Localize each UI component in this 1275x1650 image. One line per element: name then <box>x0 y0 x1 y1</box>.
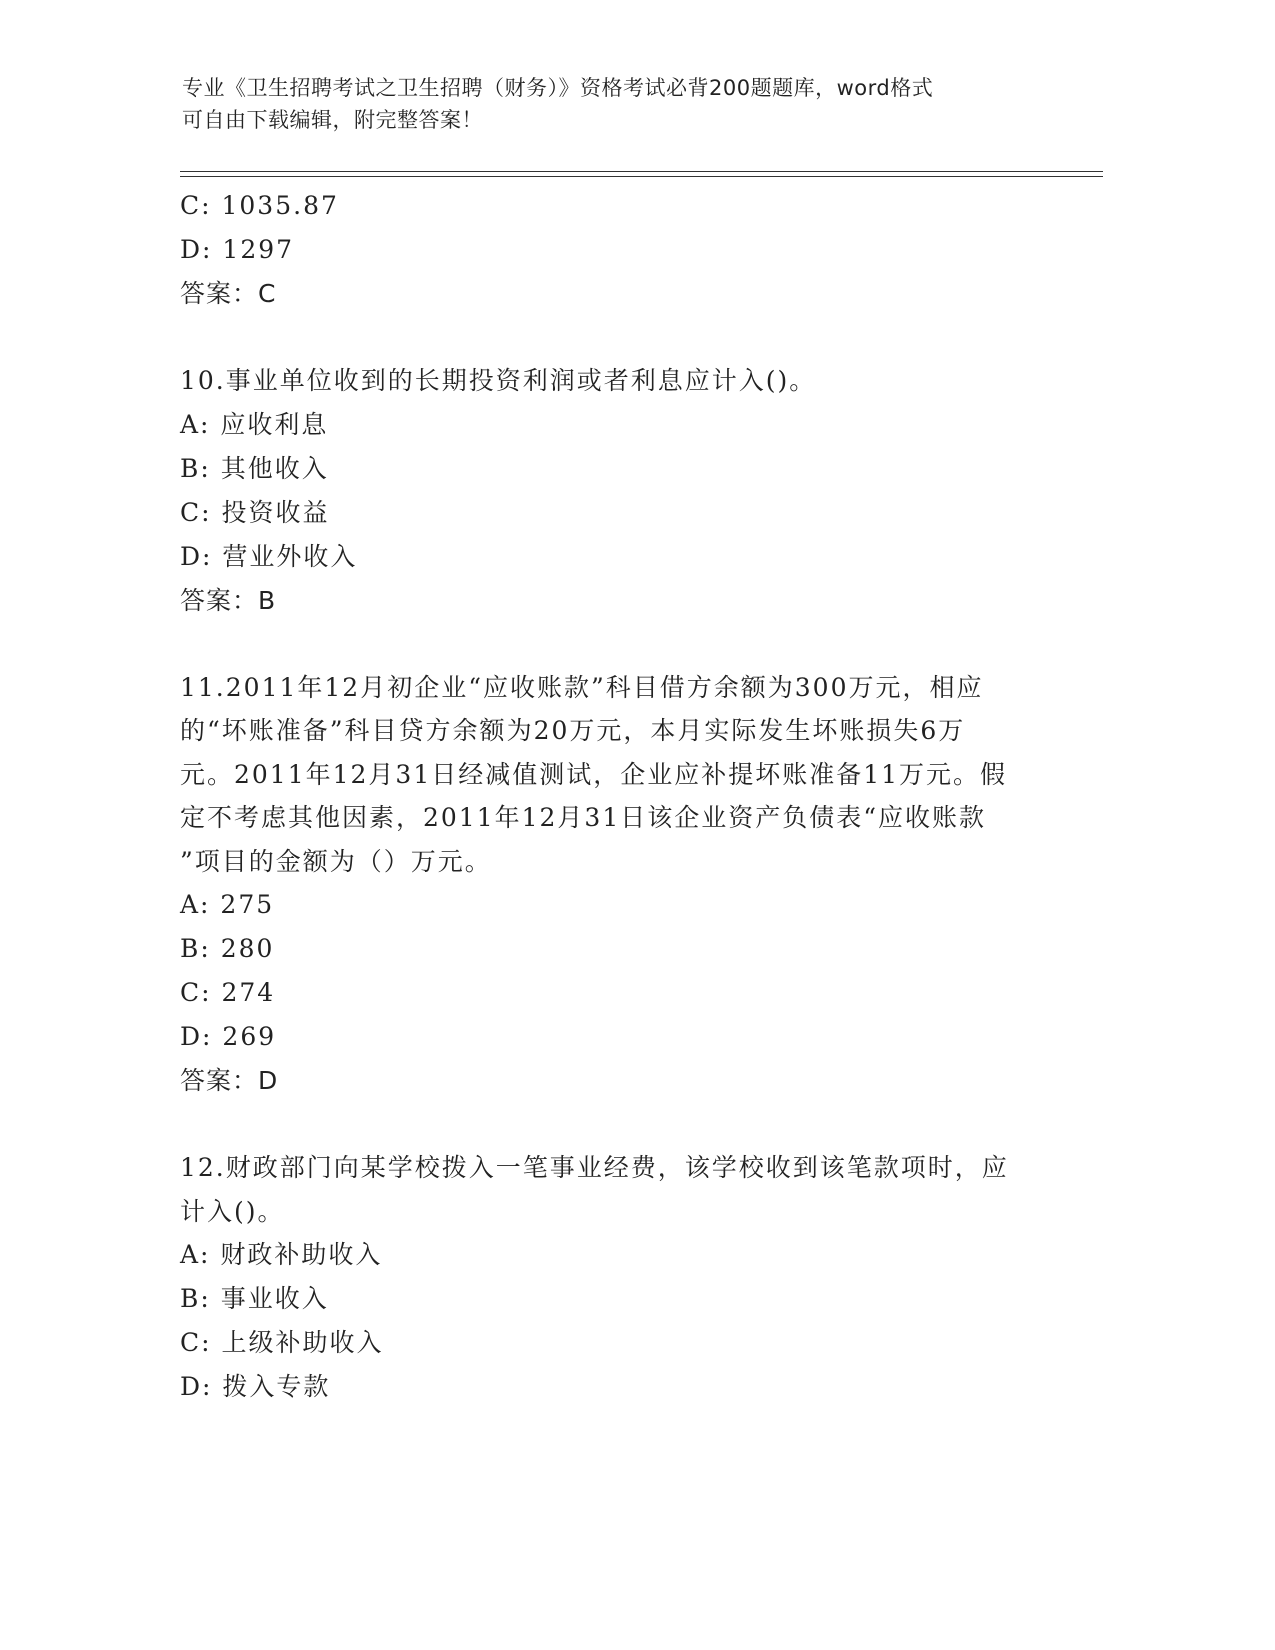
question-stem <box>180 359 1050 403</box>
question-stem <box>180 1146 1050 1233</box>
stem-line: 12.财政部门向某学校拨入一笔事业经费，该学校收到该笔款项时，应 <box>180 1153 1009 1182</box>
stem-line: 定不考虑其他因素，2011年12月31日该企业资产负债表“应收账款 <box>180 803 987 832</box>
option-b: B: 事业收入 <box>180 1284 329 1313</box>
stem-line: 元。2011年12月31日经减值测试，企业应补提坏账准备11万元。假 <box>180 759 1008 789</box>
answer-line: 答案：B <box>180 585 277 615</box>
answer-line: 答案：D <box>180 1066 279 1095</box>
header-title-line-2: 可自由下载编辑，附完整答案！ <box>182 108 483 132</box>
header-title-line-1: 专业《卫生招聘考试之卫生招聘（财务）》资格考试必背200题题库，word格式 <box>182 76 934 100</box>
option-a: A: 275 <box>180 890 275 919</box>
question-10 <box>180 359 1080 623</box>
document-header <box>182 72 1062 136</box>
option-b: B: 其他收入 <box>180 453 329 483</box>
option-d: D: 269 <box>180 1022 277 1051</box>
option-d: D: 1297 <box>180 235 295 264</box>
question-11 <box>180 666 1080 1104</box>
option-c: C: 274 <box>180 978 276 1007</box>
continued-question <box>180 184 1080 316</box>
option-a: A: 财政补助收入 <box>180 1240 383 1269</box>
answer-line: 答案：C <box>180 279 277 308</box>
stem-line: 11.2011年12月初企业“应收账款”科目借方余额为300万元，相应 <box>180 672 984 702</box>
option-d: D: 营业外收入 <box>180 541 358 571</box>
question-12 <box>180 1146 1080 1409</box>
stem-line: 的“坏账准备”科目贷方余额为20万元，本月实际发生坏账损失6万 <box>180 716 966 745</box>
option-c: C: 投资收益 <box>180 497 330 527</box>
option-a: A: 应收利息 <box>180 409 329 439</box>
stem-line: 10.事业单位收到的长期投资利润或者利息应计入()。 <box>180 366 817 395</box>
header-divider-bottom <box>180 176 1103 177</box>
option-b: B: 280 <box>180 934 275 963</box>
question-stem <box>180 666 1050 884</box>
stem-line: 计入()。 <box>180 1196 285 1226</box>
option-d: D: 拨入专款 <box>180 1372 331 1401</box>
option-c: C: 上级补助收入 <box>180 1328 384 1357</box>
option-c: C: 1035.87 <box>180 191 339 220</box>
header-divider-top <box>180 171 1103 172</box>
question-list <box>180 184 1080 1409</box>
stem-line: ”项目的金额为（）万元。 <box>180 846 492 876</box>
